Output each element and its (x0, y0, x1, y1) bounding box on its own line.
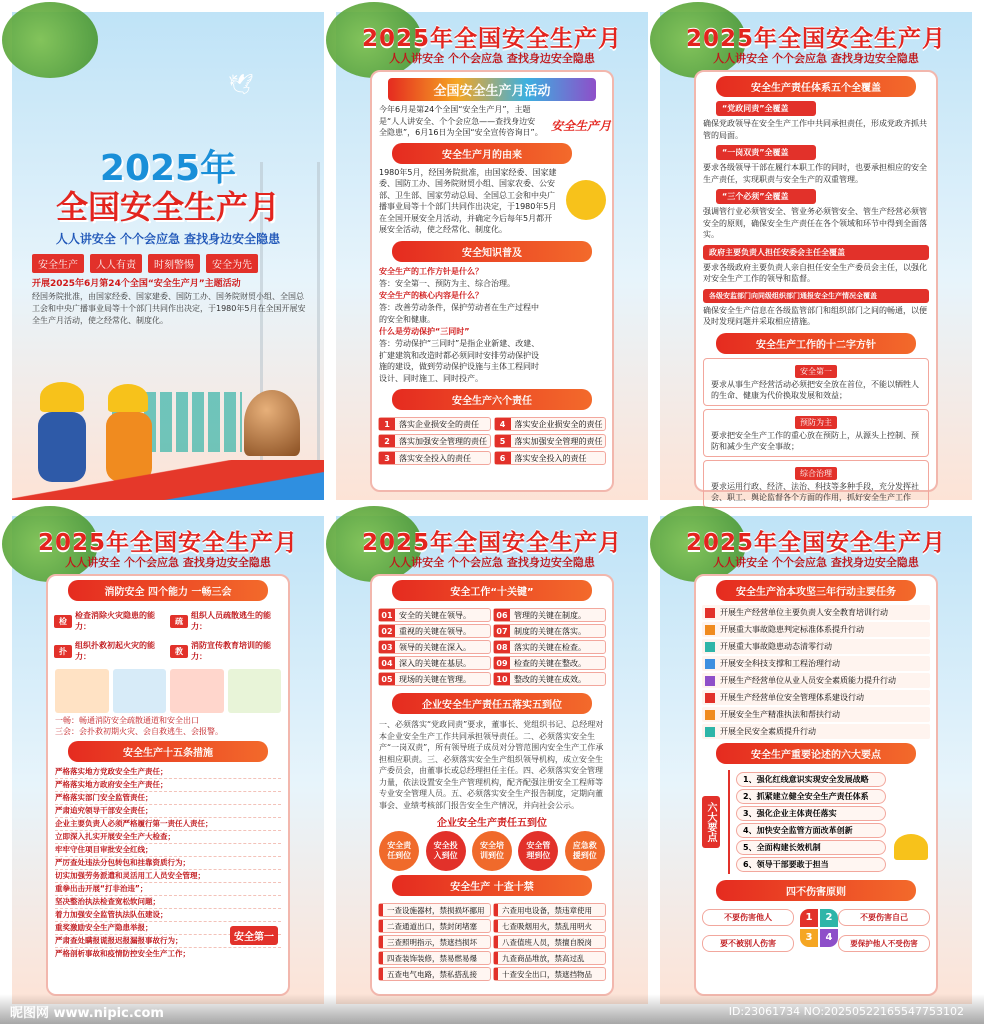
key-item: 03 领导的关键在深入。 (378, 640, 491, 654)
illustration (55, 669, 109, 713)
poster-title: 2025年全国安全生产月 (37, 530, 298, 556)
point-item: 3、强化企业主体责任落实 (736, 806, 886, 821)
measure-item: 坚决整治执法检查宽松软问题； (55, 896, 281, 909)
five-implement-text: 一、必须落实“党政同责”要求，董事长、党组织书记、总经理对本企业安全生产工作共同承担领导责任。二、必须落实安全生产“一岗双责”，所有领导班子成员对分管范围内安全生产工作承担相应职责。三、必须落实安全生产组织领导机构，成立安全生产委员会，由董事长或总经理担任主任。四、必须落实安全管理力量，依法设置安全生产管理机构，配齐配强注册安全工程师等专业安全管理人员。五、必须落实安全生产报告制度，定期向董事会、业绩考核部门报告安全生产情况，并向社会公示。 (379, 720, 604, 810)
ten-keys-heading: 安全工作“十关键” (392, 580, 592, 601)
ability-key: 扑 (54, 645, 72, 658)
abilities-grid (48, 605, 288, 667)
square-icon (705, 676, 715, 686)
task-item (702, 707, 930, 722)
key-item: 05 现场的关键在管理。 (378, 672, 491, 686)
ability-text: 消防宣传教育培训的能力： (191, 641, 271, 661)
watermark-bar (0, 994, 984, 1024)
poster-three-year-action (660, 516, 972, 1004)
six-duties-grid (372, 414, 612, 468)
square-icon (705, 625, 715, 635)
poster-subtitle: 人人讲安全 个个会应急 查找身边安全隐患 (713, 52, 919, 65)
check-item: 一查设施器材，禁损损坏挪用 (378, 903, 491, 917)
ten-keys-grid (372, 605, 612, 689)
policy-title: 综合治理 (795, 467, 837, 480)
fifteen-heading: 安全生产十五条措施 (68, 741, 268, 762)
key-item: 06 管理的关键在制度。 (493, 608, 606, 622)
point-item: 1、强化红线意识实现安全发展战略 (736, 772, 886, 787)
watermark-text: 昵图网 www.nipic.com (10, 1006, 164, 1021)
ability-text: 组织人员疏散逃生的能力： (191, 611, 271, 631)
square-icon (705, 642, 715, 652)
twelve-char-heading: 安全生产工作的十二字方针 (716, 333, 916, 354)
poster-fire-safety (12, 516, 324, 1004)
measure-item: 着力加强安全监管执法队伍建设； (55, 909, 281, 922)
circle-item: 安全培训到位 (472, 831, 512, 871)
qa-question: 安全生产的核心内容是什么？ (379, 291, 483, 300)
ability-item (170, 608, 282, 634)
coverage-title: 各级安监部门向同级组织部门通报安全生产情况全覆盖 (703, 289, 929, 303)
measure-item: 切实加强劳务派遣和灵活用工人员安全管理； (55, 870, 281, 883)
qa-question: 安全生产的工作方针是什么？ (379, 266, 483, 276)
content-card (46, 574, 290, 996)
measure-item: 重奖激励安全生产隐患举报； (55, 922, 281, 935)
tag: 人人有责 (90, 254, 142, 273)
five-circles (372, 831, 612, 871)
qa-answer: 答：安全第一、预防为主、综合治理。 (379, 278, 515, 288)
cover-theme: 开展2025年6月第24个全国“安全生产月”主题活动 (32, 279, 241, 289)
harm-number: 3 (800, 929, 818, 947)
check-item: 十查安全出口，禁遮挡物品 (493, 967, 606, 981)
key-item: 04 深入的关键在基层。 (378, 656, 491, 670)
coverage-desc: 要求各级政府主要负责人亲自担任安全生产委员会主任，以强化对安全生产工作的领导和监督。 (703, 262, 927, 283)
five-in-place-heading: 企业安全生产责任五到位 (437, 818, 547, 829)
ability-text: 检查消除火灾隐患的能力： (75, 611, 155, 631)
poster-title: 2025年全国安全生产月 (685, 530, 946, 556)
coverage-desc: 确保安全生产信息在各级监管部门和组织部门之间的畅通，以便及时发现问题并采取相应措施。 (703, 305, 927, 326)
harm-number: 2 (820, 909, 838, 927)
tag: 安全为先 (206, 254, 258, 273)
content-card (694, 574, 938, 996)
ability-text: 组织扑救初起火灾的能力： (75, 641, 155, 661)
cover-year: 2025年 (99, 148, 237, 189)
month-logo: 安全生产月 (550, 119, 611, 133)
ability-item (54, 638, 166, 664)
poster-subtitle: 人人讲安全 个个会应急 查找身边安全隐患 (65, 556, 271, 569)
origin-text: 1980年5月，经国务院批准，由国家经委、国家建委、国防工办、国务院财贸小组、国家农委、公安部、卫生部、国家劳动总局、全国总工会和中央广播事业局等十个部门共同作出决定，于1980年5月在全国开展安全月活动，并确定今后每年5月都开展安全活动，使之经常化、制度化。 (379, 167, 557, 234)
cover-slogan: 人人讲安全 个个会应急 查找身边安全隐患 (55, 232, 281, 246)
duty-item: 6 落实安全投入的责任 (494, 451, 607, 465)
duty-item: 1 落实企业损安全的责任 (378, 417, 491, 431)
task-item (702, 605, 930, 620)
coverage-title: “党政同责”全覆盖 (716, 101, 816, 116)
worker-cartoon (566, 180, 606, 220)
task-item (702, 639, 930, 654)
check-item: 九查商品堆放，禁高过乱 (493, 951, 606, 965)
cover-title: 全国安全生产月 (55, 188, 280, 226)
square-icon (705, 710, 715, 720)
content-card (370, 70, 614, 492)
policy-box (703, 358, 929, 406)
poster-title: 2025年全国安全生产月 (361, 26, 622, 52)
knowledge-heading: 安全知识普及 (392, 241, 592, 262)
fire-heading: 消防安全 四个能力 一畅三会 (68, 580, 268, 601)
key-item: 07 制度的关键在落实。 (493, 624, 606, 638)
key-item: 01 安全的关键在领导。 (378, 608, 491, 622)
check-item: 八查值班人员，禁擅自脱岗 (493, 935, 606, 949)
harm-number: 1 (800, 909, 818, 927)
point-item: 5、全面构建长效机制 (736, 840, 886, 855)
harm-item: 不要伤害他人 (702, 909, 794, 926)
square-icon (705, 727, 715, 737)
ten-checks-grid (372, 900, 612, 984)
point-item: 6、领导干部要敢于担当 (736, 857, 886, 872)
check-item: 五查电气电路，禁私搭乱接 (378, 967, 491, 981)
duty-item: 5 落实加强安全管理的责任 (494, 434, 607, 448)
point-item: 4、加快安全监管方面改革创新 (736, 823, 886, 838)
safety-first-badge: 安全第一 (230, 926, 278, 945)
origin-heading: 安全生产月的由来 (392, 143, 572, 164)
tag: 时刻警惕 (148, 254, 200, 273)
policy-title: 预防为主 (795, 416, 837, 429)
check-item: 四查装饰装修，禁易燃易爆 (378, 951, 491, 965)
poster-title: 2025年全国安全生产月 (361, 530, 622, 556)
check-item: 二查通道出口，禁封闭堵塞 (378, 919, 491, 933)
square-icon (705, 693, 715, 703)
one-smooth: 一畅：畅通消防安全疏散通道和安全出口 (55, 716, 199, 725)
poster-knowledge (336, 12, 648, 500)
worker-cartoon (108, 384, 148, 412)
activity-banner: 全国安全生产月活动 (388, 78, 596, 101)
measure-item: 严肃追究领导干部安全责任； (55, 805, 281, 818)
origin-row (372, 166, 612, 237)
coverage-desc: 强调管行业必须管安全、管业务必须管安全、管生产经营必须管安全的原则，确保安全生产责任在各个领域和环节中得到全面落实。 (703, 207, 927, 239)
task-item (702, 622, 930, 637)
intro-text: 今年6月是第24个全国“安全生产月”，主题是“人人讲安全、个个会应急——查找身边安全隐患”，6月16日为全国“安全宣传咨询日”。 (379, 105, 543, 137)
image-id: ID:23061734 NO:20250522165547753102 (728, 1005, 964, 1018)
poster-ten-keys (336, 516, 648, 1004)
circle-item: 安全责任到位 (379, 831, 419, 871)
policy-box (703, 409, 929, 457)
intro-row (372, 103, 612, 140)
five-implement-heading: 企业安全生产责任五落实五到位 (392, 693, 592, 714)
content-card (370, 574, 614, 996)
four-no-harm-heading: 四不伤害原则 (716, 880, 916, 901)
six-points-label: 六大要点 (702, 796, 720, 848)
harm-item: 要不被别人伤害 (702, 935, 794, 952)
measure-item: 严格落实部门安全监管责任； (55, 792, 281, 805)
bell-icon (244, 390, 300, 456)
ability-item (170, 638, 282, 664)
cover-body: 经国务院批准，由国家经委、国家建委、国防工办、国务院财贸小组、全国总工会和中央广播事业局等十个部门共同作出决定，于1980年5月在全国开展安全生产月活动，使之经常化、制度化。 (32, 292, 306, 325)
task-text: 开展生产经营单位安全管理体系建设行动 (720, 693, 864, 702)
illustration (170, 669, 224, 713)
illustration (113, 669, 167, 713)
measure-item: 严格落实地方政府安全生产责任； (55, 779, 281, 792)
fire-illustrations (55, 669, 281, 713)
key-item: 02 重视的关键在领导。 (378, 624, 491, 638)
tag: 安全生产 (32, 254, 84, 273)
task-item (702, 656, 930, 671)
measure-item: 严厉查处违法分包转包和挂靠资质行为； (55, 857, 281, 870)
poster-title: 2025年全国安全生产月 (685, 26, 946, 52)
task-item (702, 724, 930, 739)
poster-responsibility (660, 12, 972, 500)
six-duties-heading: 安全生产六个责任 (392, 389, 592, 410)
duty-item: 3 落实安全投入的责任 (378, 451, 491, 465)
coverage-desc: 确保党政领导在安全生产工作中共同承担责任，形成党政齐抓共管的局面。 (703, 119, 927, 140)
measure-item: 严肃查处瞒报谎报迟报漏报事故行为； (55, 935, 281, 948)
tasks-heading: 安全生产治本攻坚三年行动主要任务 (716, 580, 916, 601)
duty-item: 4 落实安企业损安全的责任 (494, 417, 607, 431)
policy-desc: 要求把安全生产工作的重心放在预防上，从源头上控制、预防和减少生产安全事故； (711, 430, 919, 451)
square-icon (705, 659, 715, 669)
six-points-heading: 安全生产重要论述的六大要点 (716, 743, 916, 764)
task-text: 开展生产经营单位从业人员安全素质能力提升行动 (720, 676, 896, 685)
three-can: 三会：会扑救初期火灾、会自救逃生、会报警。 (55, 727, 223, 736)
qa-question: 什么是劳动保护“三同时” (379, 327, 470, 336)
ability-key: 教 (170, 645, 188, 658)
key-item: 08 落实的关键在检查。 (493, 640, 606, 654)
coverage-title: “一岗双责”全覆盖 (716, 145, 816, 160)
circle-item: 应急救援到位 (565, 831, 605, 871)
key-item: 09 检查的关键在整改。 (493, 656, 606, 670)
cover-tags (32, 254, 258, 273)
check-item: 七查吸烟用火，禁乱用明火 (493, 919, 606, 933)
key-item: 10 整改的关键在成效。 (493, 672, 606, 686)
poster-cover (12, 12, 324, 500)
task-text: 开展全民安全素质提升行动 (720, 727, 816, 736)
square-icon (705, 608, 715, 618)
dove-icon: 🕊 (228, 72, 254, 96)
measure-item: 重拳出击开展“打非治违”； (55, 883, 281, 896)
point-item: 2、抓紧建立健全安全生产责任体系 (736, 789, 886, 804)
ten-checks-heading: 安全生产 十查十禁 (392, 875, 592, 896)
task-text: 开展生产经营单位主要负责人安全教育培训行动 (720, 608, 888, 617)
policy-title: 安全第一 (795, 365, 837, 378)
measure-item: 立即深入扎实开展安全生产大检查； (55, 831, 281, 844)
four-no-harm (702, 905, 930, 961)
worker-cartoon (894, 834, 928, 860)
task-text: 开展重大事故隐患判定标准体系提升行动 (720, 625, 864, 634)
poster-subtitle: 人人讲安全 个个会应急 查找身边安全隐患 (389, 52, 595, 65)
check-item: 六查用电设备，禁违章使用 (493, 903, 606, 917)
policy-box (703, 460, 929, 508)
coverage-title: “三个必须”全覆盖 (716, 189, 816, 204)
worker-cartoon (40, 382, 84, 412)
ability-key: 检 (54, 615, 72, 628)
measure-item: 严格剖析事故和疫情防控安全生产工作； (55, 949, 190, 958)
measure-item: 牢牢守住项目审批安全红线； (55, 844, 281, 857)
content-card (694, 70, 938, 502)
illustration (228, 669, 282, 713)
qa-answer: 答：改善劳动条件，保护劳动者在生产过程中的安全和健康。 (379, 303, 539, 324)
duty-item: 2 落实加强安全管理的责任 (378, 434, 491, 448)
ability-key: 疏 (170, 615, 188, 628)
red-wave (12, 460, 324, 500)
tasks-list (696, 605, 936, 739)
check-item: 三查照明指示，禁遮挡损坏 (378, 935, 491, 949)
task-item (702, 690, 930, 705)
tree-decoration (2, 2, 98, 78)
task-text: 开展重大事故隐患动态清零行动 (720, 642, 832, 651)
task-text: 开展安全生产精准执法和帮扶行动 (720, 710, 840, 719)
circle-item: 安全管理到位 (518, 831, 558, 871)
harm-item: 要保护他人不受伤害 (838, 935, 930, 952)
measure-item: 严格落实地方党政安全生产责任； (55, 766, 281, 779)
measure-item: 企业主要负责人必须严格履行第一责任人责任； (55, 818, 281, 831)
policy-desc: 要求从事生产经营活动必须把安全放在首位，不能以牺牲人的生命、健康为代价换取发展和效益； (711, 379, 919, 400)
five-coverage-heading: 安全生产责任体系五个全覆盖 (716, 76, 916, 97)
coverage-title: 政府主要负责人担任安委会主任全覆盖 (703, 245, 929, 260)
task-item (702, 673, 930, 688)
qa-answer: 答：劳动保护“三同时”是指企业新建、改建、扩建建筑和改造时都必须同时安排劳动保护设施的建设，做到劳动保护设施与主体工程同时设计、同时施工、同时投产。 (379, 339, 540, 383)
harm-number: 4 (820, 929, 838, 947)
circle-item: 安全投入到位 (426, 831, 466, 871)
task-text: 开展安全科技支撑和工程治理行动 (720, 659, 840, 668)
ability-item (54, 608, 166, 634)
coverage-desc: 要求各级领导干部在履行本职工作的同时，也要承担相应的安全生产责任，实现职责与安全生产的双重管理。 (703, 163, 927, 184)
poster-subtitle: 人人讲安全 个个会应急 查找身边安全隐患 (389, 556, 595, 569)
poster-subtitle: 人人讲安全 个个会应急 查找身边安全隐患 (713, 556, 919, 569)
policy-desc: 要求运用行政、经济、法治、科技等多种手段，充分发挥社会、职工、舆论监督各个方面的作用，抓好安全生产工作 (711, 481, 919, 502)
harm-item: 不要伤害自己 (838, 909, 930, 926)
